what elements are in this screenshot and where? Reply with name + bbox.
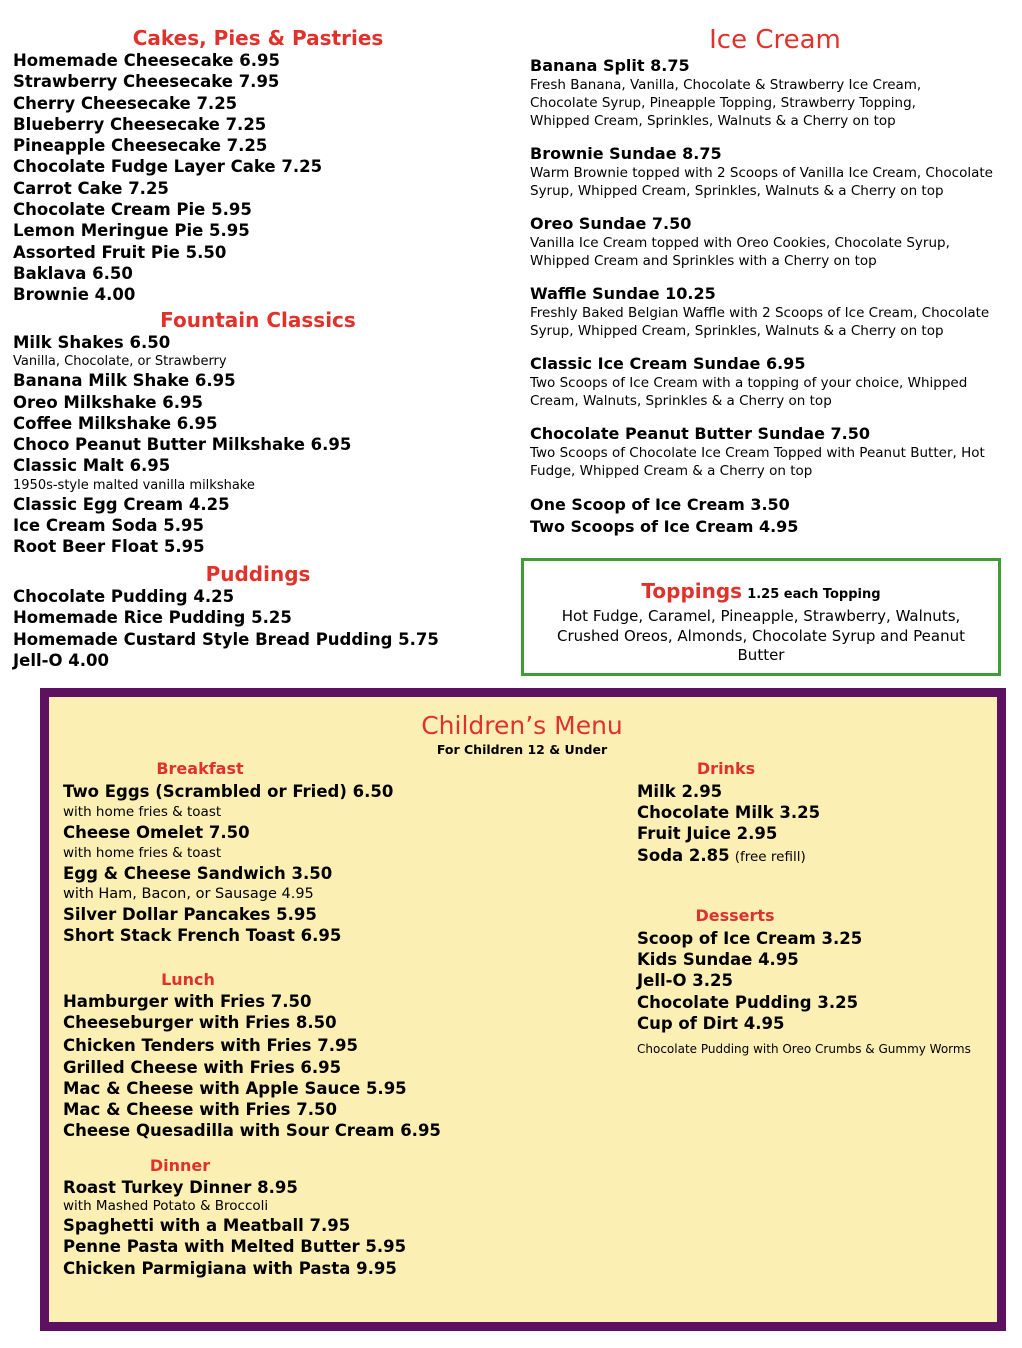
- item-name: Soda 2.85: [637, 845, 730, 865]
- list-item: Blueberry Cheesecake 7.25: [13, 114, 267, 134]
- list-item: Chocolate Pudding 4.25: [13, 587, 235, 606]
- list-item: Assorted Fruit Pie 5.50: [13, 242, 227, 262]
- item-note: with home fries & toast: [63, 845, 222, 862]
- list-item: Jell-O 4.00: [13, 650, 109, 670]
- list-item: Cheese Quesadilla with Sour Cream 6.95: [63, 1121, 441, 1141]
- lunch-list: [63, 991, 441, 1141]
- item-description: Warm Brownie topped with 2 Scoops of Vanilla Ice Cream, Chocolate Syrup, Whipped Cream, Sprinkles, Walnuts & a Cherry on top: [530, 165, 993, 199]
- list-item: Homemade Cheesecake 6.95: [13, 51, 280, 70]
- drinks-title: Drinks: [696, 759, 756, 778]
- puddings-list: [13, 586, 439, 671]
- lunch-title: Lunch: [161, 970, 215, 989]
- list-item: Choco Peanut Butter Milkshake 6.95: [13, 435, 352, 455]
- list-item: Fruit Juice 2.95: [637, 824, 778, 844]
- list-item: Penne Pasta with Melted Butter 5.95: [63, 1237, 407, 1257]
- toppings-price: 1.25 each Topping: [747, 587, 881, 602]
- toppings-title: Toppings: [641, 579, 743, 603]
- item-note: with Ham, Bacon, or Sausage 4.95: [63, 885, 314, 902]
- list-item: Short Stack French Toast 6.95: [63, 925, 342, 945]
- item-name: Banana Split 8.75: [530, 56, 690, 75]
- puddings-title: Puddings: [205, 562, 311, 586]
- list-item: Two Eggs (Scrambled or Fried) 6.50: [63, 782, 394, 801]
- item-note: (free refill): [734, 848, 806, 865]
- list-item: Chocolate Fudge Layer Cake 7.25: [13, 157, 323, 177]
- item-description: Two Scoops of Chocolate Ice Cream Topped with Peanut Butter, Hot Fudge, Whipped Cream & a Cherry on top: [530, 445, 985, 479]
- list-item: Chocolate Cream Pie 5.95: [13, 200, 252, 220]
- list-item: Lemon Meringue Pie 5.95: [13, 221, 250, 241]
- item-description: Freshly Baked Belgian Waffle with 2 Scoops of Ice Cream, Chocolate Syrup, Whipped Cream, Sprinkles, Walnuts & a Cherry on top: [530, 305, 990, 339]
- kids-subtitle: For Children 12 & Under: [436, 742, 608, 757]
- kids-title: Children’s Menu: [421, 711, 623, 740]
- toppings-box: [521, 558, 1001, 676]
- drinks-list: [637, 781, 820, 866]
- item-note: 1950s-style malted vanilla milkshake: [13, 477, 255, 493]
- list-item: Chocolate Milk 3.25: [637, 803, 821, 823]
- list-item: Roast Turkey Dinner 8.95: [63, 1178, 298, 1197]
- menu-item: [530, 56, 1015, 130]
- list-item: Grilled Cheese with Fries 6.95: [63, 1057, 342, 1077]
- item-description: Fresh Banana, Vanilla, Chocolate & Strawberry Ice Cream, Chocolate Syrup, Pineapple Topping, Strawberry Topping, Whipped Cream, Sprinkles, Walnuts & a Cherry on top: [530, 77, 922, 129]
- list-item: Jell-O 3.25: [637, 971, 733, 991]
- list-item: [637, 845, 820, 866]
- list-item: Oreo Milkshake 6.95: [13, 392, 204, 412]
- item-name: Oreo Sundae 7.50: [530, 214, 692, 233]
- item-description: Vanilla Ice Cream topped with Oreo Cookies, Chocolate Syrup, Whipped Cream and Sprinkles with a Cherry on top: [530, 235, 950, 269]
- list-item: Two Scoops of Ice Cream 4.95: [530, 517, 799, 536]
- menu-item: [530, 144, 1015, 200]
- list-item: Root Beer Float 5.95: [13, 537, 205, 557]
- list-item: Cheeseburger with Fries 8.50: [63, 1013, 337, 1033]
- menu-item: [530, 424, 1015, 480]
- list-item: Strawberry Cheesecake 7.95: [13, 72, 280, 92]
- menu-item: [530, 354, 1015, 410]
- list-item: Banana Milk Shake 6.95: [13, 371, 236, 391]
- list-item: Mac & Cheese with Apple Sauce 5.95: [63, 1078, 407, 1098]
- list-item: Coffee Milkshake 6.95: [13, 413, 218, 433]
- list-item: Chicken Tenders with Fries 7.95: [63, 1036, 358, 1056]
- list-item: Cup of Dirt 4.95: [637, 1013, 785, 1033]
- desserts-title: Desserts: [695, 906, 775, 925]
- list-item: Chocolate Pudding 3.25: [637, 992, 859, 1012]
- list-item: Scoop of Ice Cream 3.25: [637, 929, 863, 948]
- cakes-list: [13, 50, 322, 306]
- fountain-list: [13, 332, 351, 558]
- toppings-list: Hot Fudge, Caramel, Pineapple, Strawberry, Walnuts, Crushed Oreos, Almonds, Chocolate Syrup and Peanut Butter: [557, 607, 965, 664]
- ice-cream-title: Ice Cream: [709, 25, 841, 55]
- list-item: Pineapple Cheesecake 7.25: [13, 136, 268, 156]
- item-name: Classic Ice Cream Sundae 6.95: [530, 354, 806, 373]
- list-item: Silver Dollar Pancakes 5.95: [63, 904, 317, 924]
- item-name: Waffle Sundae 10.25: [530, 284, 716, 303]
- list-item: Chicken Parmigiana with Pasta 9.95: [63, 1258, 397, 1278]
- item-note: Chocolate Pudding with Oreo Crumbs & Gummy Worms: [637, 1042, 971, 1057]
- breakfast-list: [63, 781, 393, 946]
- list-item: One Scoop of Ice Cream 3.50: [530, 495, 790, 514]
- dinner-list: [63, 1177, 406, 1279]
- menu-item: [530, 284, 1015, 340]
- ice-cream-list: [530, 56, 1015, 538]
- list-item: Brownie 4.00: [13, 285, 136, 305]
- list-item: Classic Egg Cream 4.25: [13, 494, 230, 514]
- item-note: with Mashed Potato & Broccoli: [63, 1198, 269, 1215]
- list-item: Ice Cream Soda 5.95: [13, 516, 204, 536]
- list-item: Hamburger with Fries 7.50: [63, 992, 312, 1011]
- item-name: Chocolate Peanut Butter Sundae 7.50: [530, 424, 870, 443]
- list-item: Milk 2.95: [637, 782, 723, 801]
- list-item: Baklava 6.50: [13, 263, 133, 283]
- cakes-title: Cakes, Pies & Pastries: [132, 26, 384, 50]
- desserts-list: [637, 928, 971, 1057]
- list-item: Spaghetti with a Meatball 7.95: [63, 1216, 351, 1236]
- list-item: Carrot Cake 7.25: [13, 178, 169, 198]
- list-item: Kids Sundae 4.95: [637, 950, 799, 970]
- list-item: Egg & Cheese Sandwich 3.50: [63, 864, 333, 884]
- list-item: Cherry Cheesecake 7.25: [13, 93, 238, 113]
- item-name: Brownie Sundae 8.75: [530, 144, 722, 163]
- dinner-title: Dinner: [149, 1156, 211, 1175]
- list-item: Cheese Omelet 7.50: [63, 823, 250, 843]
- fountain-title: Fountain Classics: [160, 308, 356, 332]
- item-note: with home fries & toast: [63, 804, 222, 821]
- list-item: Homemade Rice Pudding 5.25: [13, 608, 292, 628]
- list-item: Classic Malt 6.95: [13, 456, 171, 476]
- item-note: Vanilla, Chocolate, or Strawberry: [13, 354, 227, 370]
- list-item: Milk Shakes 6.50: [13, 333, 171, 352]
- menu-item: [530, 214, 1015, 270]
- breakfast-title: Breakfast: [156, 759, 244, 778]
- item-description: Two Scoops of Ice Cream with a topping of your choice, Whipped Cream, Walnuts, Sprinkles & a Cherry on top: [530, 375, 968, 409]
- list-item: Homemade Custard Style Bread Pudding 5.75: [13, 629, 439, 649]
- list-item: Mac & Cheese with Fries 7.50: [63, 1100, 337, 1120]
